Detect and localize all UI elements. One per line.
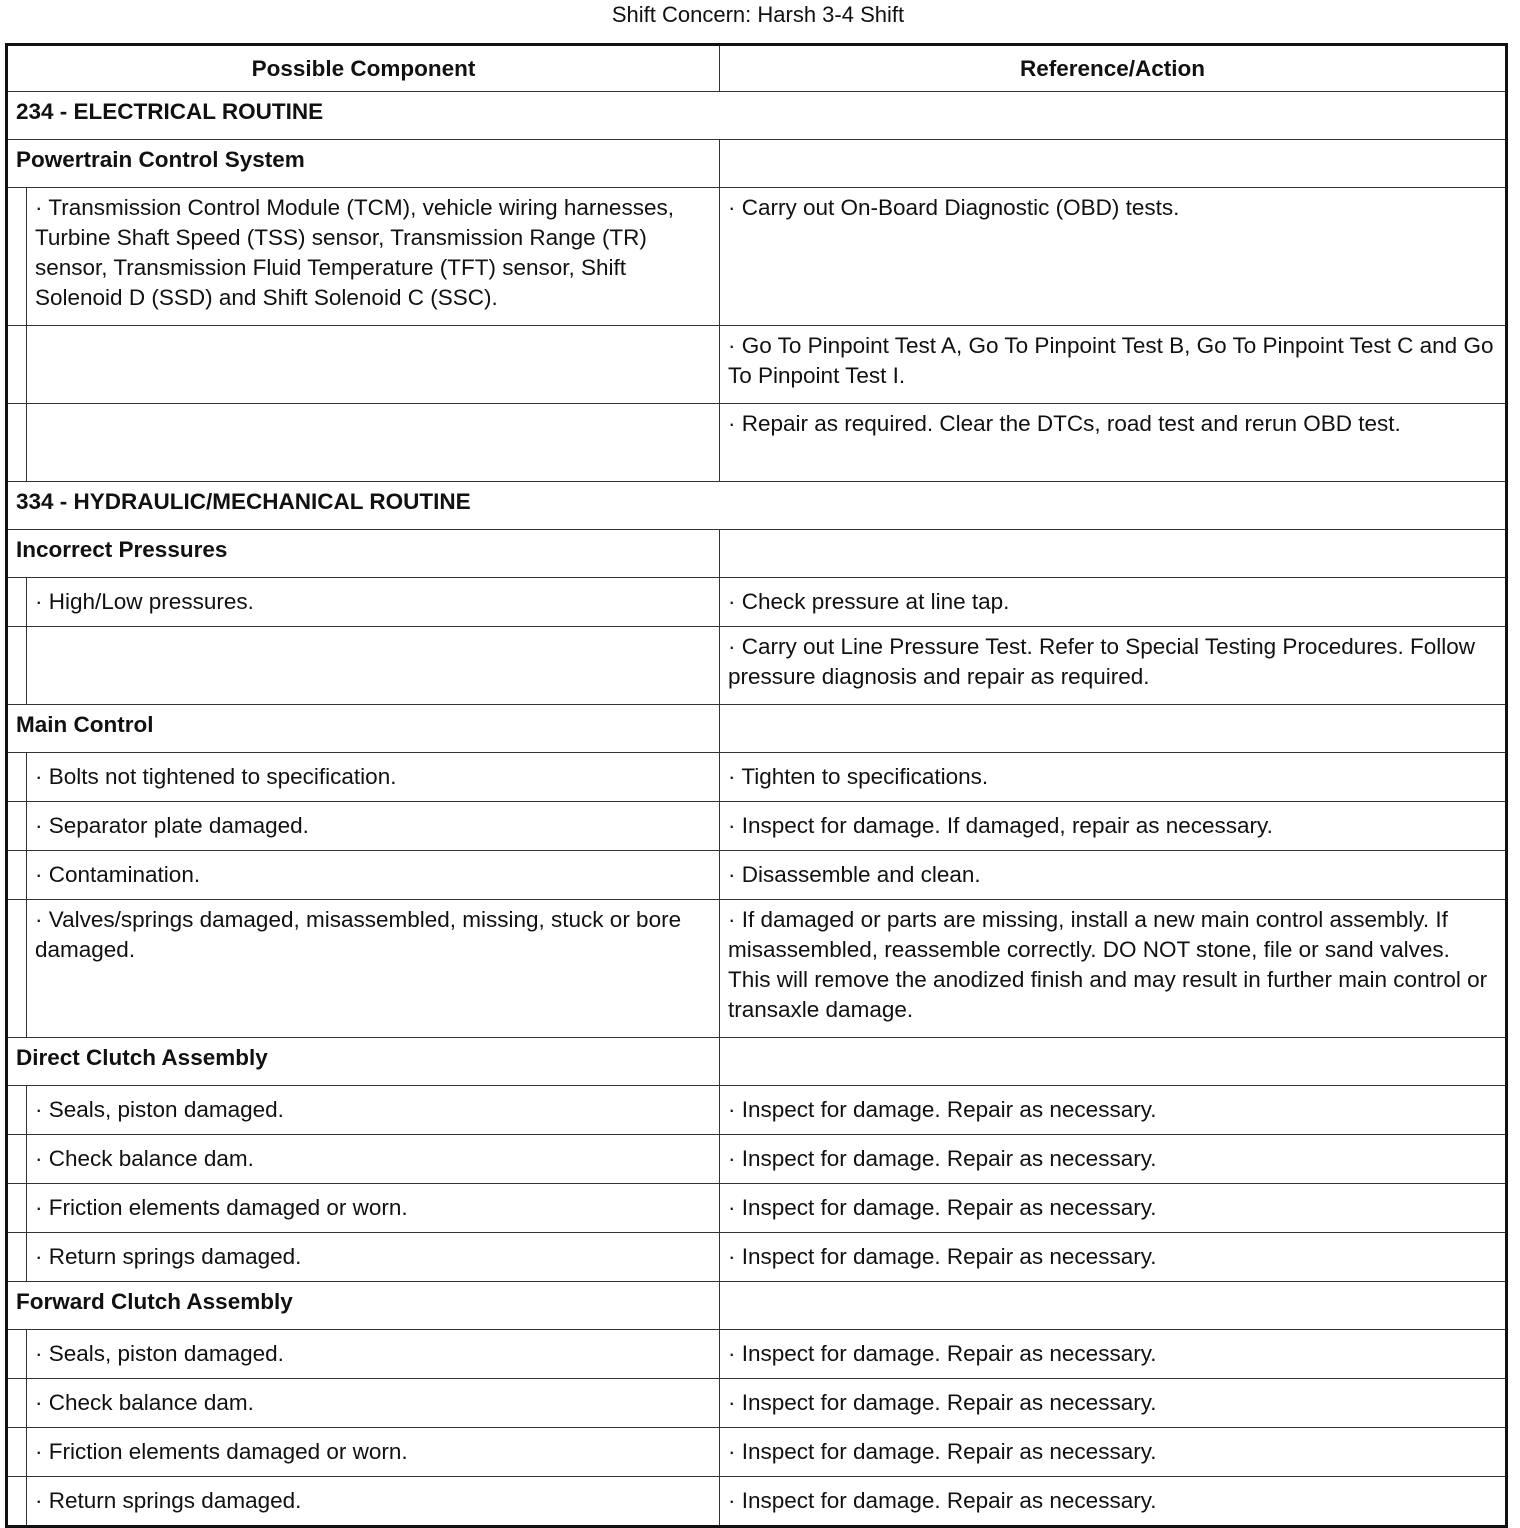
group-action-empty: [720, 705, 1507, 753]
table-row: [7, 627, 1507, 705]
indent-cell: [7, 1135, 27, 1184]
group-title: Forward Clutch Assembly: [7, 1282, 720, 1330]
group-action-empty: [720, 530, 1507, 578]
indent-cell: [7, 851, 27, 900]
component-cell: · Check balance dam.: [27, 1135, 720, 1184]
table-row: [7, 1135, 1507, 1184]
routine-row: [7, 92, 1507, 140]
routine-row: [7, 482, 1507, 530]
action-cell: · Repair as required. Clear the DTCs, road test and rerun OBD test.: [720, 404, 1507, 482]
table-row: [7, 1086, 1507, 1135]
routine-title: 334 - HYDRAULIC/MECHANICAL ROUTINE: [7, 482, 1507, 530]
component-cell: · Separator plate damaged.: [27, 802, 720, 851]
column-header-component: Possible Component: [7, 45, 720, 92]
indent-cell: [7, 900, 27, 1038]
group-row: [7, 1038, 1507, 1086]
group-row: [7, 530, 1507, 578]
action-cell: · Inspect for damage. Repair as necessary.: [720, 1184, 1507, 1233]
component-cell: · Check balance dam.: [27, 1379, 720, 1428]
indent-cell: [7, 188, 27, 326]
action-cell: · Inspect for damage. Repair as necessary.: [720, 1477, 1507, 1527]
component-cell: · Friction elements damaged or worn.: [27, 1428, 720, 1477]
component-cell: [27, 627, 720, 705]
group-row: [7, 1282, 1507, 1330]
routine-title: 234 - ELECTRICAL ROUTINE: [7, 92, 1507, 140]
table-row: [7, 1428, 1507, 1477]
group-action-empty: [720, 140, 1507, 188]
action-cell: · Inspect for damage. Repair as necessary.: [720, 1428, 1507, 1477]
group-row: [7, 140, 1507, 188]
group-title: Incorrect Pressures: [7, 530, 720, 578]
action-cell: · Inspect for damage. Repair as necessary.: [720, 1379, 1507, 1428]
group-title: Main Control: [7, 705, 720, 753]
table-row: [7, 1379, 1507, 1428]
indent-cell: [7, 578, 27, 627]
group-action-empty: [720, 1038, 1507, 1086]
table-row: [7, 851, 1507, 900]
indent-cell: [7, 1477, 27, 1527]
component-cell: · Bolts not tightened to specification.: [27, 753, 720, 802]
component-cell: · Friction elements damaged or worn.: [27, 1184, 720, 1233]
action-cell: · Tighten to specifications.: [720, 753, 1507, 802]
table-row: [7, 188, 1507, 326]
table-row: [7, 753, 1507, 802]
indent-cell: [7, 1330, 27, 1379]
action-cell: · Disassemble and clean.: [720, 851, 1507, 900]
table-row: [7, 1477, 1507, 1527]
component-cell: · High/Low pressures.: [27, 578, 720, 627]
component-cell: · Return springs damaged.: [27, 1233, 720, 1282]
indent-cell: [7, 627, 27, 705]
table-row: [7, 1184, 1507, 1233]
header-row: [7, 45, 1507, 92]
table-row: [7, 1233, 1507, 1282]
table-row: [7, 326, 1507, 404]
table-row: [7, 802, 1507, 851]
indent-cell: [7, 326, 27, 404]
action-cell: · Inspect for damage. Repair as necessary.: [720, 1330, 1507, 1379]
action-cell: · If damaged or parts are missing, install a new main control assembly. If misassembled, reassemble correctly. DO NOT stone, file or sand valves. This will remove the anodized finish and may result in further main control or transaxle damage.: [720, 900, 1507, 1038]
column-header-action: Reference/Action: [720, 45, 1507, 92]
indent-cell: [7, 1086, 27, 1135]
indent-cell: [7, 802, 27, 851]
action-cell: · Carry out On-Board Diagnostic (OBD) tests.: [720, 188, 1507, 326]
component-cell: · Transmission Control Module (TCM), vehicle wiring harnesses, Turbine Shaft Speed (TSS) sensor, Transmission Range (TR) sensor, Transmission Fluid Temperature (TFT) sensor, Shift Solenoid D (SSD) and Shift Solenoid C (SSC).: [27, 188, 720, 326]
component-cell: · Seals, piston damaged.: [27, 1330, 720, 1379]
group-title: Powertrain Control System: [7, 140, 720, 188]
indent-cell: [7, 1184, 27, 1233]
group-row: [7, 705, 1507, 753]
component-cell: · Contamination.: [27, 851, 720, 900]
indent-cell: [7, 1379, 27, 1428]
action-cell: · Carry out Line Pressure Test. Refer to Special Testing Procedures. Follow pressure diagnosis and repair as required.: [720, 627, 1507, 705]
component-cell: · Valves/springs damaged, misassembled, missing, stuck or bore damaged.: [27, 900, 720, 1038]
action-cell: · Inspect for damage. Repair as necessary.: [720, 1086, 1507, 1135]
component-cell: [27, 404, 720, 482]
action-cell: · Inspect for damage. Repair as necessary.: [720, 1233, 1507, 1282]
table-row: [7, 578, 1507, 627]
diagnosis-table: [5, 43, 1508, 1528]
component-cell: [27, 326, 720, 404]
table-row: [7, 1330, 1507, 1379]
component-cell: · Seals, piston damaged.: [27, 1086, 720, 1135]
group-action-empty: [720, 1282, 1507, 1330]
indent-cell: [7, 404, 27, 482]
component-cell: · Return springs damaged.: [27, 1477, 720, 1527]
indent-cell: [7, 1233, 27, 1282]
action-cell: · Check pressure at line tap.: [720, 578, 1507, 627]
table-row: [7, 404, 1507, 482]
group-title: Direct Clutch Assembly: [7, 1038, 720, 1086]
indent-cell: [7, 1428, 27, 1477]
action-cell: · Inspect for damage. If damaged, repair as necessary.: [720, 802, 1507, 851]
action-cell: · Go To Pinpoint Test A, Go To Pinpoint Test B, Go To Pinpoint Test C and Go To Pinpoint Test I.: [720, 326, 1507, 404]
page-title: Shift Concern: Harsh 3-4 Shift: [611, 2, 905, 27]
action-cell: · Inspect for damage. Repair as necessary.: [720, 1135, 1507, 1184]
table-body: [7, 92, 1507, 1527]
indent-cell: [7, 753, 27, 802]
table-row: [7, 900, 1507, 1038]
